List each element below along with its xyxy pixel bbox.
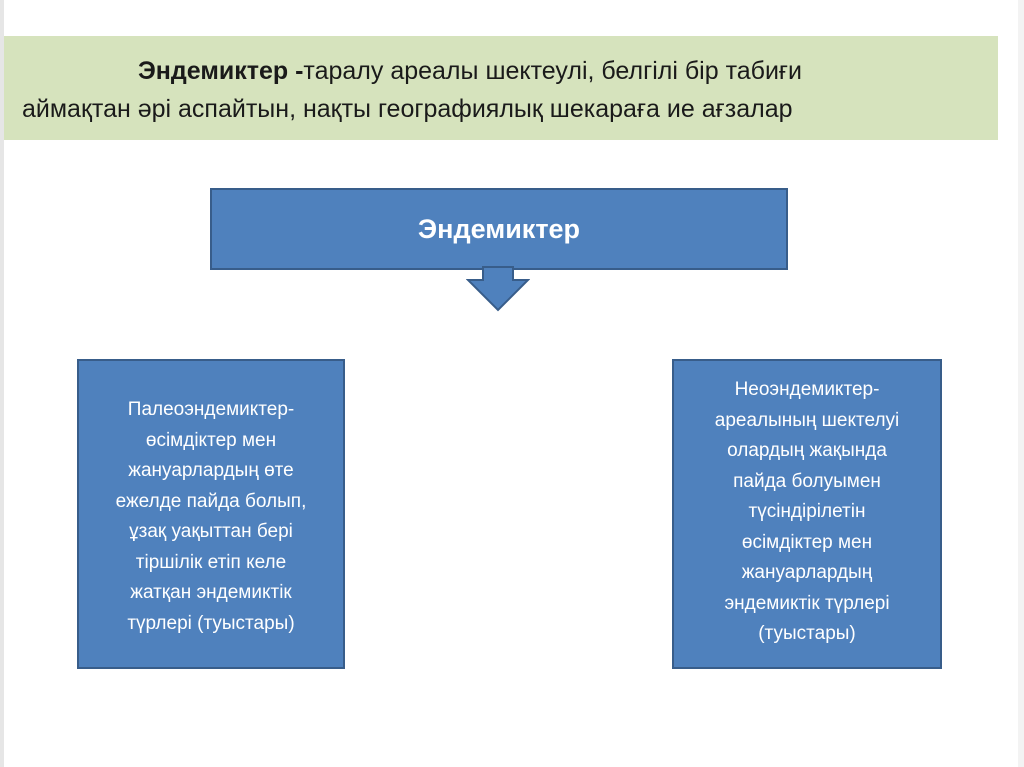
left-box-line: жатқан эндемиктік — [130, 582, 292, 603]
neoendemics-box — [672, 359, 942, 669]
main-concept-label: Эндемиктер — [417, 214, 581, 244]
paleoendemics-box — [77, 359, 345, 669]
right-box-line: ареалының шектелуі — [714, 409, 900, 431]
left-box-line: ежелде пайда болып, — [115, 490, 307, 512]
definition-term: Эндемиктер - — [138, 57, 304, 85]
slide-right-edge — [1018, 0, 1024, 767]
right-box-line: жануарлардың — [741, 562, 873, 583]
left-box-line: тіршілік етіп келе — [135, 551, 287, 573]
right-box-line: пайда болуымен — [733, 470, 881, 492]
definition-line-2: аймақтан әрі аспайтын, нақты географиялық шекараға ие ағзалар — [22, 95, 793, 123]
right-box-line: өсімдіктер мен — [741, 531, 873, 553]
right-box-line: түсіндірілетін — [748, 501, 866, 522]
right-box-line: (туыстары) — [758, 623, 856, 644]
left-box-line: түрлері (туыстары) — [127, 612, 295, 634]
left-box-line: ұзақ уақыттан бері — [129, 521, 293, 542]
definition-line-1-rest: таралу ареалы шектеулі, белгілі бір табиғи — [303, 57, 803, 85]
right-box-line: эндемиктік түрлері — [724, 592, 890, 614]
left-box-line: өсімдіктер мен — [145, 429, 277, 451]
down-arrow-icon — [466, 266, 530, 312]
left-box-line: Палеоэндемиктер- — [127, 399, 295, 420]
right-box-line: олардың жақында — [727, 440, 887, 461]
main-concept-box — [210, 188, 788, 270]
definition-line-1 — [22, 52, 978, 90]
left-box-line: жануарлардың өте — [128, 460, 294, 481]
right-box-line: Неоэндемиктер- — [734, 379, 880, 400]
definition-banner — [4, 36, 998, 140]
